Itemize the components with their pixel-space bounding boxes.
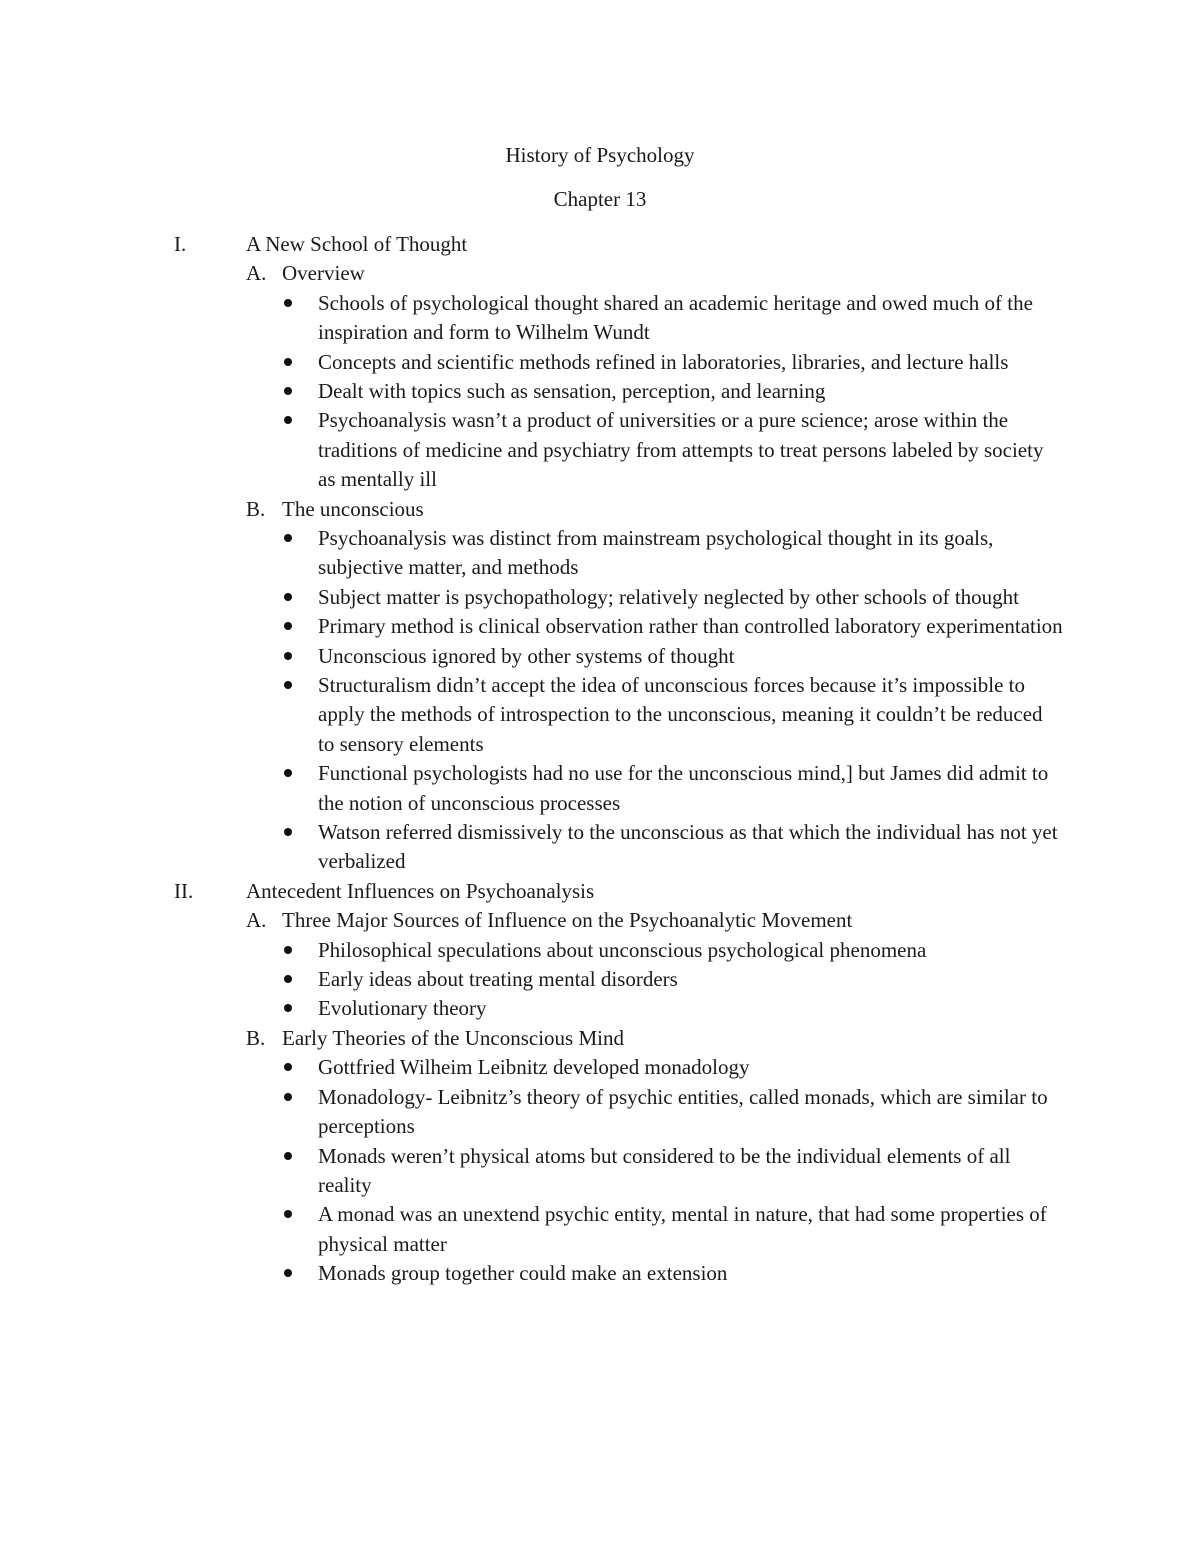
bullet-item bbox=[0, 1200, 1063, 1259]
bullet-icon bbox=[284, 1210, 292, 1218]
bullet-text: Concepts and scientific methods refined in laboratories, libraries, and lecture halls bbox=[318, 349, 1009, 374]
bullet-item bbox=[0, 1142, 1063, 1201]
subsection-letter: B. bbox=[246, 496, 266, 521]
bullet-item bbox=[0, 965, 1063, 994]
bullet-icon bbox=[284, 975, 292, 983]
bullet-item bbox=[0, 1083, 1063, 1142]
bullet-icon bbox=[284, 416, 292, 424]
bullet-text: Primary method is clinical observation rather than controlled laboratory experimentation bbox=[318, 614, 1063, 639]
bullet-text: Watson referred dismissively to the unconscious as that which the individual has not yet verbalized bbox=[318, 820, 1058, 874]
bullet-list bbox=[0, 1053, 1200, 1288]
bullet-icon bbox=[284, 828, 292, 836]
bullet-list bbox=[0, 524, 1200, 877]
subsection-2a bbox=[0, 906, 1200, 1024]
document-title: History of Psychology bbox=[505, 143, 695, 167]
subsection-letter: A. bbox=[246, 261, 267, 286]
bullet-icon bbox=[284, 299, 292, 307]
bullet-icon bbox=[284, 652, 292, 660]
bullet-icon bbox=[284, 534, 292, 542]
bullet-item bbox=[0, 1259, 1063, 1288]
section-header bbox=[0, 877, 1200, 906]
subsection-letter: A. bbox=[246, 908, 267, 933]
outline bbox=[0, 230, 1200, 1289]
bullet-text: Psychoanalysis wasn’t a product of universities or a pure science; arose within the traditions of medicine and psychiatry from attempts to treat persons labeled by society as mentally ill bbox=[318, 408, 1044, 492]
subsection-header bbox=[0, 495, 1200, 524]
bullet-text: Structuralism didn’t accept the idea of unconscious forces because it’s impossible to apply the methods of introspection to the unconscious, meaning it couldn’t be reduced to sensory elements bbox=[318, 673, 1043, 756]
bullet-item bbox=[0, 583, 1063, 612]
bullet-text: Monads weren’t physical atoms but considered to be the individual elements of all reality bbox=[318, 1143, 1011, 1197]
bullet-item bbox=[0, 348, 1063, 377]
bullet-icon bbox=[284, 387, 292, 395]
bullet-item bbox=[0, 524, 1063, 583]
subsection-heading: Overview bbox=[282, 261, 365, 286]
bullet-list bbox=[0, 936, 1200, 1024]
subsection-1b bbox=[0, 495, 1200, 877]
bullet-text: Schools of psychological thought shared an academic heritage and owed much of the inspiration and form to Wilhelm Wundt bbox=[318, 290, 1033, 345]
bullet-text: Gottfried Wilheim Leibnitz developed monadology bbox=[318, 1055, 750, 1080]
document-subtitle: Chapter 13 bbox=[553, 187, 647, 211]
bullet-text: Monads group together could make an extension bbox=[318, 1261, 728, 1286]
bullet-item bbox=[0, 406, 1063, 494]
bullet-icon bbox=[284, 1063, 292, 1071]
bullet-text: Early ideas about treating mental disorders bbox=[318, 967, 678, 992]
subsection-header bbox=[0, 259, 1200, 288]
section-heading: Antecedent Influences on Psychoanalysis bbox=[246, 878, 595, 903]
bullet-text: A monad was an unextend psychic entity, mental in nature, that had some properties of physical matter bbox=[318, 1202, 1047, 1256]
bullet-text: Dealt with topics such as sensation, perception, and learning bbox=[318, 379, 826, 403]
bullet-icon bbox=[284, 769, 292, 777]
bullet-item bbox=[0, 818, 1063, 877]
bullet-item bbox=[0, 377, 1063, 406]
bullet-list bbox=[0, 289, 1200, 495]
bullet-text: Psychoanalysis was distinct from mainstream psychological thought in its goals, subjective matter, and methods bbox=[318, 526, 994, 580]
bullet-icon bbox=[284, 358, 292, 366]
section-numeral: I. bbox=[174, 232, 187, 256]
bullet-item bbox=[0, 671, 1063, 759]
bullet-icon bbox=[284, 681, 292, 689]
subsection-letter: B. bbox=[246, 1025, 266, 1050]
bullet-icon bbox=[284, 622, 292, 630]
bullet-text: Functional psychologists had no use for the unconscious mind,] but James did admit to the notion of unconscious processes bbox=[318, 761, 1049, 815]
bullet-item bbox=[0, 936, 1063, 965]
subsection-heading: The unconscious bbox=[282, 496, 424, 521]
bullet-text: Subject matter is psychopathology; relatively neglected by other schools of thought bbox=[318, 584, 1020, 609]
section-heading: A New School of Thought bbox=[246, 232, 468, 256]
subsection-header bbox=[0, 1024, 1200, 1053]
bullet-item bbox=[0, 994, 1063, 1023]
bullet-icon bbox=[284, 1269, 292, 1277]
subsection-1a bbox=[0, 259, 1200, 494]
bullet-icon bbox=[284, 946, 292, 954]
bullet-icon bbox=[284, 593, 292, 601]
bullet-item bbox=[0, 612, 1063, 641]
bullet-text: Unconscious ignored by other systems of thought bbox=[318, 643, 735, 668]
subsection-2b bbox=[0, 1024, 1200, 1289]
bullet-icon bbox=[284, 1152, 292, 1160]
bullet-item bbox=[0, 289, 1063, 348]
section-header bbox=[0, 230, 1200, 259]
section-1 bbox=[0, 230, 1200, 877]
bullet-item bbox=[0, 1053, 1063, 1082]
subsection-heading: Three Major Sources of Influence on the Psychoanalytic Movement bbox=[282, 908, 853, 933]
section-numeral: II. bbox=[174, 878, 194, 903]
bullet-text: Evolutionary theory bbox=[318, 996, 487, 1021]
bullet-text: Monadology- Leibnitz’s theory of psychic entities, called monads, which are similar to perceptions bbox=[318, 1084, 1048, 1139]
bullet-icon bbox=[284, 1004, 292, 1012]
section-2 bbox=[0, 877, 1200, 1289]
subsection-header bbox=[0, 906, 1200, 935]
bullet-item bbox=[0, 642, 1063, 671]
bullet-item bbox=[0, 759, 1063, 818]
bullet-icon bbox=[284, 1093, 292, 1101]
subsection-heading: Early Theories of the Unconscious Mind bbox=[282, 1025, 624, 1050]
bullet-text: Philosophical speculations about unconscious psychological phenomena bbox=[318, 937, 927, 962]
